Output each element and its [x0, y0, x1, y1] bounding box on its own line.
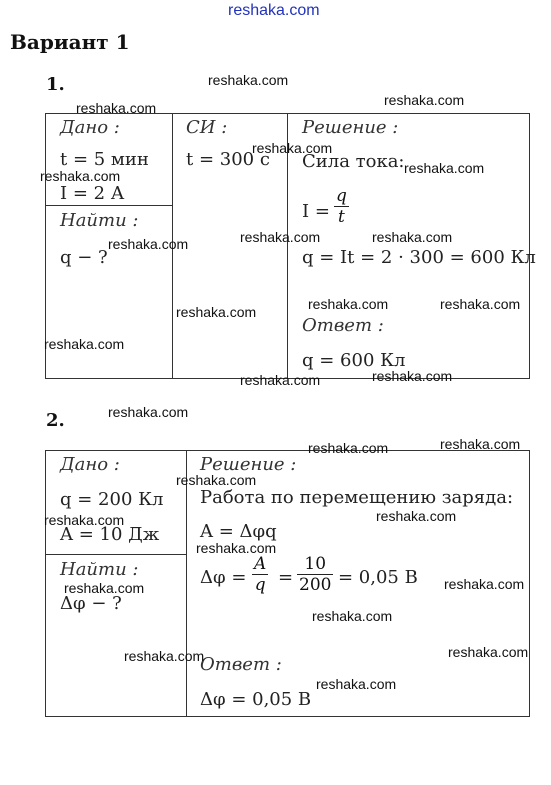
- problem-1-row-divider: [45, 205, 173, 206]
- problem-1-formula-lhs: I =: [302, 201, 330, 222]
- watermark: reshaka.com: [308, 440, 389, 456]
- problem-2-fraction-2: [297, 554, 333, 595]
- problem-2-solution-intro: Работа по перемещению заряда:: [200, 487, 514, 508]
- watermark: reshaka.com: [316, 676, 397, 692]
- watermark: reshaka.com: [372, 368, 453, 384]
- watermark: reshaka.com: [308, 296, 389, 312]
- watermark: reshaka.com: [372, 229, 453, 245]
- watermark: reshaka.com: [124, 648, 205, 664]
- problem-1-given-header: Дано :: [60, 117, 120, 138]
- problem-1-find-header: Найти :: [60, 210, 139, 231]
- watermark: reshaka.com: [176, 304, 257, 320]
- problem-2-solution-header: Решение :: [200, 454, 297, 475]
- problem-2-row-divider: [45, 554, 187, 555]
- watermark: reshaka.com: [40, 168, 121, 184]
- problem-2-equals: =: [278, 567, 294, 588]
- watermark: reshaka.com: [376, 508, 457, 524]
- problem-2-given-header: Дано :: [60, 454, 120, 475]
- problem-1-si-header: СИ :: [186, 117, 228, 138]
- watermark: reshaka.com: [108, 236, 189, 252]
- problem-2-answer-header: Ответ :: [200, 654, 282, 675]
- variant-title: Вариант 1: [10, 30, 130, 54]
- problem-2-find-header: Найти :: [60, 559, 139, 580]
- watermark: reshaka.com: [44, 512, 125, 528]
- problem-1-formula-fraction: [334, 186, 349, 227]
- watermark: reshaka.com: [196, 540, 277, 556]
- problem-2-fraction-2-numerator: 10: [304, 554, 327, 574]
- problem-2-fraction-1-denominator: q: [254, 575, 266, 595]
- watermark: reshaka.com: [108, 404, 189, 420]
- problem-2-calc-lhs: Δφ =: [200, 567, 247, 588]
- problem-1-given-time: t = 5 мин: [60, 149, 149, 170]
- problem-1-si-time: t = 300 с: [186, 149, 270, 170]
- watermark: reshaka.com: [448, 644, 529, 660]
- problem-2-answer: Δφ = 0,05 В: [200, 689, 312, 710]
- problem-1-solution-intro: Сила тока:: [302, 151, 405, 172]
- problem-2-col-divider: [186, 450, 187, 717]
- watermark: reshaka.com: [208, 72, 289, 88]
- problem-2-given-work: A = 10 Дж: [60, 524, 160, 545]
- problem-2-fraction-2-denominator: 200: [299, 575, 332, 595]
- problem-1-calculation: q = It = 2 · 300 = 600 Кл: [302, 247, 536, 268]
- problem-2-formula-work: A = Δφq: [200, 521, 277, 542]
- watermark: reshaka.com: [312, 608, 393, 624]
- watermark: reshaka.com: [176, 472, 257, 488]
- watermark: reshaka.com: [440, 436, 521, 452]
- problem-2-calc-rhs: = 0,05 В: [338, 567, 418, 588]
- problem-1-fraction-numerator: q: [336, 186, 347, 206]
- problem-2-find-value: Δφ − ?: [60, 593, 122, 614]
- problem-1-number: 1.: [46, 74, 65, 95]
- watermark: reshaka.com: [384, 92, 465, 108]
- problem-2-number: 2.: [46, 410, 65, 431]
- problem-1-answer: q = 600 Кл: [302, 350, 406, 371]
- problem-1-given-current: I = 2 А: [60, 183, 125, 204]
- problem-1-find-value: q − ?: [60, 247, 108, 268]
- problem-2-given-charge: q = 200 Кл: [60, 489, 164, 510]
- watermark: reshaka.com: [240, 372, 321, 388]
- watermark: reshaka.com: [404, 160, 485, 176]
- problem-2-fraction-1: [252, 554, 268, 595]
- watermark: reshaka.com: [76, 100, 157, 116]
- watermark: reshaka.com: [240, 229, 321, 245]
- watermark: reshaka.com: [444, 576, 525, 592]
- watermark: reshaka.com: [252, 140, 333, 156]
- problem-1-answer-header: Ответ :: [302, 315, 384, 336]
- problem-1-solution-header: Решение :: [302, 117, 399, 138]
- watermark: reshaka.com: [440, 296, 521, 312]
- watermark: reshaka.com: [64, 580, 145, 596]
- site-link[interactable]: reshaka.com: [228, 2, 320, 19]
- watermark: reshaka.com: [44, 336, 125, 352]
- problem-2-fraction-1-numerator: A: [254, 554, 267, 574]
- problem-1-fraction-denominator: t: [338, 207, 345, 227]
